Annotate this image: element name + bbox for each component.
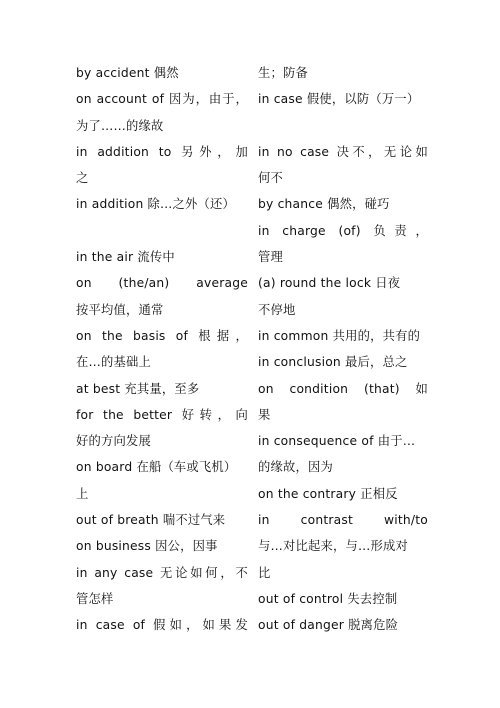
entry-line: 生；防备	[258, 66, 308, 80]
right-column	[258, 60, 428, 639]
entry-line: out of control 失去控制	[258, 591, 398, 606]
entry-line: 上	[76, 486, 89, 501]
entry-line: in consequence of 由于…	[258, 434, 416, 449]
entry-line: by accident 偶然	[76, 66, 179, 80]
entry-line: 在…的基础上	[76, 355, 151, 370]
entry-line: 果	[258, 407, 271, 422]
entry-line: 何不	[258, 171, 283, 186]
entry-line: 与…对比起来，与…形成对	[258, 539, 408, 554]
entry-line: 管怎样	[76, 591, 114, 606]
entry-line: 的缘故，因为	[258, 460, 333, 475]
entry-line: on the contrary 正相反	[258, 486, 398, 501]
left-column	[76, 60, 248, 639]
entry-line: out of breath 喘不过气来	[76, 513, 226, 528]
entry-line: in no case 决不，无论如	[258, 144, 428, 159]
entry-line: in charge (of) 负责，	[258, 223, 428, 238]
entry-line: on account of 因为，由于，	[76, 92, 248, 107]
entry-line: 好的方向发展	[76, 434, 151, 449]
entry-line: out of danger 脱离危险	[258, 618, 399, 633]
entry-line: in the air 流传中	[76, 250, 175, 265]
entry-line-blank	[76, 218, 248, 244]
entry-line: in common 共用的，共有的	[258, 328, 421, 343]
entry-line: on (the/an) average	[76, 276, 248, 291]
entry-line: for the better 好转，向	[76, 407, 248, 422]
entry-line: in case of 假如，如果发	[76, 618, 248, 633]
entry-line: 按平均值，通常	[76, 302, 164, 317]
entry-line: on business 因公，因事	[76, 539, 218, 554]
entry-line: 比	[258, 565, 271, 580]
entry-line: on the basis of 根据，	[76, 328, 248, 343]
entry-line: 不停地	[258, 302, 296, 317]
entry-line: in addition 除…之外（还）	[76, 197, 236, 212]
entry-line: on condition (that) 如	[258, 381, 428, 396]
entry-line: in addition to 另外，加	[76, 144, 248, 159]
entry-line: by chance 偶然，碰巧	[258, 197, 390, 212]
entry-line: 管理	[258, 250, 283, 265]
entry-line: in case 假使，以防（万一）	[258, 92, 420, 107]
entry-line: on board 在船（车或飞机）	[76, 460, 237, 475]
entry-line: in contrast with/to	[258, 513, 428, 528]
entry-line: at best 充其量，至多	[76, 381, 200, 396]
entry-line: (a) round the lock 日夜	[258, 276, 401, 291]
entry-line: in conclusion 最后，总之	[258, 355, 408, 370]
entry-line: 之	[76, 171, 89, 186]
entry-line: 为了……的缘故	[76, 118, 164, 133]
entry-line: in any case 无论如何，不	[76, 565, 248, 580]
entry-line-blank	[258, 113, 428, 139]
